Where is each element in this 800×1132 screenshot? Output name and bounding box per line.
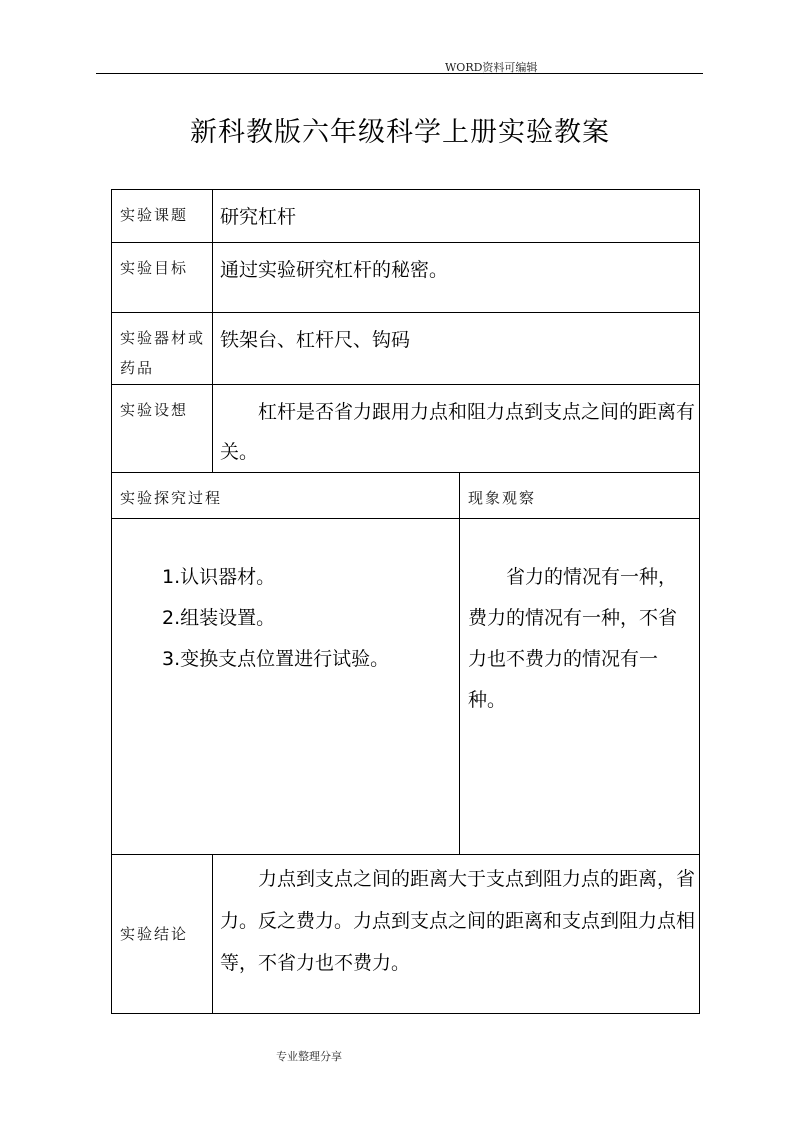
topic-value: 研究杠杆 — [213, 190, 700, 243]
row-hypothesis — [112, 385, 700, 473]
lesson-plan-table — [111, 189, 700, 1014]
observation-text: 省力的情况有一种，费力的情况有一种，不省力也不费力的情况有一种。 — [460, 519, 700, 855]
hypothesis-label: 实验设想 — [112, 385, 213, 473]
row-conclusion — [112, 855, 700, 1014]
process-step: 3.变换支点位置进行试验。 — [162, 648, 390, 670]
row-process-body — [112, 519, 700, 855]
process-step: 2.组装设置。 — [162, 607, 276, 629]
row-goal — [112, 243, 700, 313]
process-step: 1.认识器材。 — [162, 566, 276, 588]
conclusion-label: 实验结论 — [112, 855, 213, 1014]
materials-value: 铁架台、杠杆尺、钩码 — [213, 313, 700, 385]
row-process-header — [112, 473, 700, 519]
conclusion-value: 力点到支点之间的距离大于支点到阻力点的距离，省力。反之费力。力点到支点之间的距离和支点到阻力点相等，不省力也不费力。 — [213, 855, 700, 1014]
hypothesis-value: 杠杆是否省力跟用力点和阻力点到支点之间的距离有关。 — [213, 385, 700, 473]
goal-label: 实验目标 — [112, 243, 213, 313]
materials-label: 实验器材或药品 — [112, 313, 213, 385]
goal-value: 通过实验研究杠杆的秘密。 — [213, 243, 700, 313]
topic-label: 实验课题 — [112, 190, 213, 243]
page-header-text: WORD资料可编辑 — [445, 61, 538, 74]
document-title: 新科教版六年级科学上册实验教案 — [190, 117, 610, 148]
page-footer-text: 专业整理分享 — [276, 1050, 342, 1063]
process-steps — [112, 519, 460, 855]
header-divider — [96, 73, 703, 74]
observation-label: 现象观察 — [460, 473, 700, 519]
process-label: 实验探究过程 — [112, 473, 460, 519]
row-topic — [112, 190, 700, 243]
row-materials — [112, 313, 700, 385]
